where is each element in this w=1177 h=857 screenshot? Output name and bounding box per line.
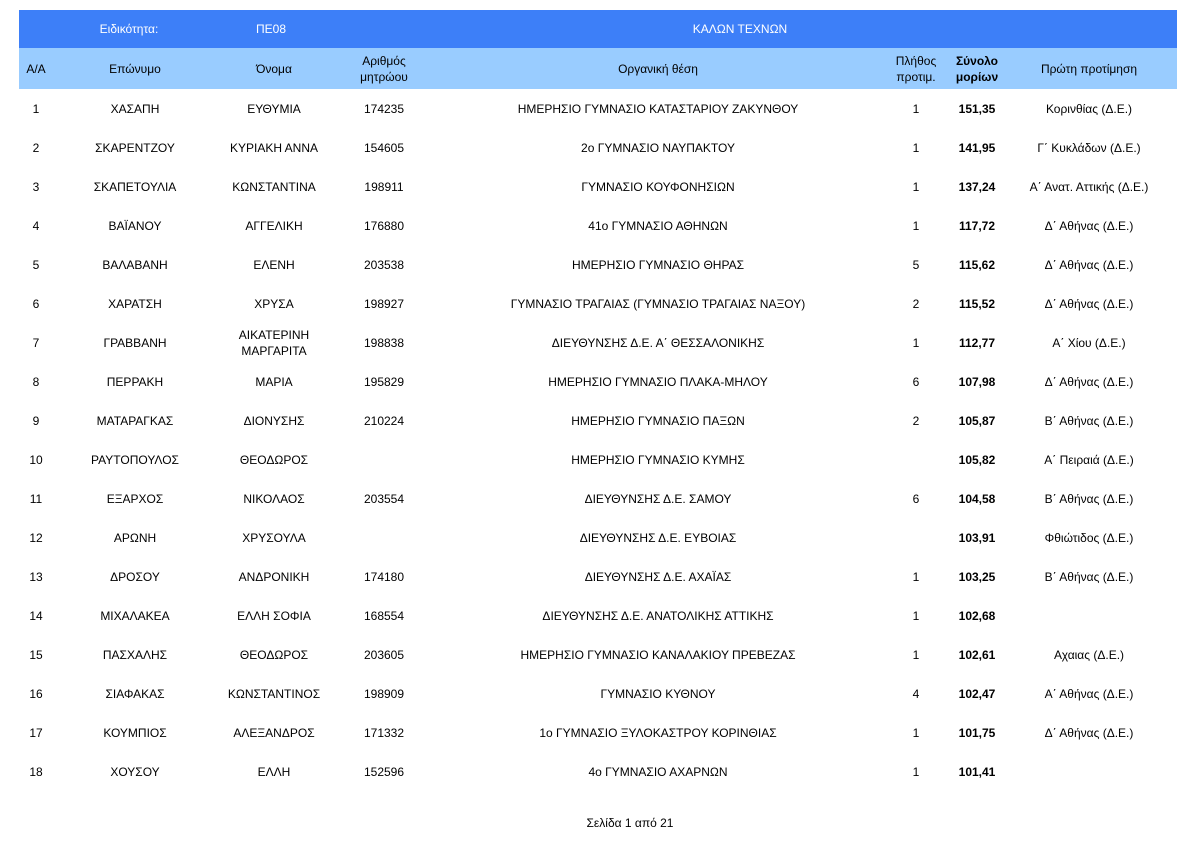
specialty-name: ΚΑΛΩΝ ΤΕΧΝΩΝ (692, 22, 788, 36)
row-preference: Δ΄ Αθήνας (Δ.Ε.) (1044, 725, 1134, 740)
row-position: ΗΜΕΡΗΣΙΟ ΓΥΜΝΑΣΙΟ ΘΗΡΑΣ (572, 257, 744, 272)
row-score: 117,72 (958, 218, 996, 233)
ranking-sheet (19, 10, 1177, 791)
row-aa: 8 (32, 374, 40, 389)
row-registry: 195829 (363, 374, 405, 389)
row-count: 4 (912, 686, 920, 701)
row-count (879, 440, 953, 479)
row-name: ΧΡΥΣΟΥΛΑ (242, 530, 306, 545)
row-registry: 203538 (363, 257, 405, 272)
row-score: 101,41 (958, 764, 996, 779)
row-position: 1ο ΓΥΜΝΑΣΙΟ ΞΥΛΟΚΑΣΤΡΟΥ ΚΟΡΙΝΘΙΑΣ (539, 725, 777, 740)
row-registry: 174235 (363, 101, 405, 116)
row-score: 151,35 (958, 101, 996, 116)
row-surname: ΧΑΡΑΤΣΗ (108, 296, 162, 311)
row-registry: 171332 (363, 725, 405, 740)
row-score: 105,87 (958, 413, 996, 428)
row-count: 1 (912, 218, 920, 233)
row-score: 102,68 (958, 608, 996, 623)
row-aa: 12 (29, 530, 43, 545)
row-position: ΔΙΕΥΘΥΝΣΗΣ Δ.Ε. Α΄ ΘΕΣΣΑΛΟΝΙΚΗΣ (551, 335, 765, 350)
row-position: ΓΥΜΝΑΣΙΟ ΚΟΥΦΟΝΗΣΙΩΝ (581, 179, 735, 194)
column-header-score: Σύνολο μορίων (955, 53, 999, 84)
row-preference: Κορινθίας (Δ.Ε.) (1045, 101, 1133, 116)
table-row (19, 479, 1177, 518)
row-count: 1 (912, 764, 920, 779)
row-registry: 203554 (363, 491, 405, 506)
row-registry: 198838 (363, 335, 405, 350)
row-name: ΑΙΚΑΤΕΡΙΝΗ ΜΑΡΓΑΡΙΤΑ (238, 327, 310, 358)
row-position: ΗΜΕΡΗΣΙΟ ΓΥΜΝΑΣΙΟ ΚΑΤΑΣΤΑΡΙΟΥ ΖΑΚΥΝΘΟΥ (517, 101, 799, 116)
row-surname: ΔΡΟΣΟΥ (110, 569, 160, 584)
row-count: 1 (912, 725, 920, 740)
row-name: ΘΕΟΔΩΡΟΣ (239, 647, 309, 662)
table-row (19, 167, 1177, 206)
row-surname: ΜΙΧΑΛΑΚΕΑ (100, 608, 170, 623)
row-preference: Γ΄ Κυκλάδων (Δ.Ε.) (1037, 140, 1141, 155)
table-row (19, 635, 1177, 674)
row-surname: ΕΞΑΡΧΟΣ (106, 491, 164, 506)
row-registry: 203605 (363, 647, 405, 662)
row-registry: 154605 (363, 140, 405, 155)
row-preference: Δ΄ Αθήνας (Δ.Ε.) (1044, 296, 1134, 311)
row-name: ΕΛΛΗ ΣΟΦΙΑ (237, 608, 311, 623)
row-surname: ΣΚΑΡΕΝΤΖΟΥ (95, 140, 175, 155)
row-position: ΗΜΕΡΗΣΙΟ ΓΥΜΝΑΣΙΟ ΠΛΑΚΑ-ΜΗΛΟΥ (548, 374, 768, 389)
row-preference: Β΄ Αθήνας (Δ.Ε.) (1044, 491, 1134, 506)
table-row (19, 245, 1177, 284)
row-name: ΜΑΡΙΑ (255, 374, 293, 389)
row-count: 1 (912, 647, 920, 662)
row-name: ΚΩΝΣΤΑΝΤΙΝΑ (232, 179, 316, 194)
row-registry: 176880 (363, 218, 405, 233)
row-surname: ΓΡΑΒΒΑΝΗ (103, 335, 167, 350)
row-position: 4ο ΓΥΜΝΑΣΙΟ ΑΧΑΡΝΩΝ (588, 764, 728, 779)
row-name: ΕΛΕΝΗ (253, 257, 295, 272)
row-registry: 168554 (363, 608, 405, 623)
row-surname: ΚΟΥΜΠΙΟΣ (103, 725, 167, 740)
row-preference: Α΄ Χίου (Δ.Ε.) (1052, 335, 1126, 350)
row-name: ΚΥΡΙΑΚΗ ΑΝΝΑ (229, 140, 319, 155)
column-header-position: Οργανική θέση (618, 61, 698, 76)
row-aa: 3 (32, 179, 40, 194)
row-name: ΔΙΟΝΥΣΗΣ (243, 413, 305, 428)
row-aa: 6 (32, 296, 40, 311)
row-registry: 198927 (363, 296, 405, 311)
row-aa: 14 (29, 608, 43, 623)
row-surname: ΡΑΥΤΟΠΟΥΛΟΣ (91, 452, 179, 467)
table-row (19, 674, 1177, 713)
row-position: 2ο ΓΥΜΝΑΣΙΟ ΝΑΥΠΑΚΤΟΥ (581, 140, 735, 155)
row-surname: ΧΟΥΣΟΥ (110, 764, 160, 779)
row-aa: 5 (32, 257, 40, 272)
row-score: 115,52 (958, 296, 996, 311)
row-name: ΚΩΝΣΤΑΝΤΙΝΟΣ (227, 686, 321, 701)
row-position: ΗΜΕΡΗΣΙΟ ΓΥΜΝΑΣΙΟ ΚΥΜΗΣ (571, 452, 745, 467)
row-count: 1 (912, 101, 920, 116)
row-registry: 152596 (363, 764, 405, 779)
row-position: ΗΜΕΡΗΣΙΟ ΓΥΜΝΑΣΙΟ ΠΑΞΩΝ (571, 413, 745, 428)
row-aa: 11 (29, 491, 43, 506)
row-preference: Δ΄ Αθήνας (Δ.Ε.) (1044, 218, 1134, 233)
row-aa: 9 (32, 413, 40, 428)
row-registry: 174180 (363, 569, 405, 584)
row-preference: Α΄ Ανατ. Αττικής (Δ.Ε.) (1029, 179, 1149, 194)
row-aa: 15 (29, 647, 43, 662)
row-count: 2 (912, 413, 920, 428)
row-score: 137,24 (958, 179, 996, 194)
row-registry: 198909 (363, 686, 405, 701)
row-preference: Β΄ Αθήνας (Δ.Ε.) (1044, 569, 1134, 584)
row-count: 1 (912, 140, 920, 155)
row-count (879, 518, 953, 557)
table-row (19, 596, 1177, 635)
row-score: 105,82 (958, 452, 996, 467)
row-count: 5 (912, 257, 920, 272)
specialty-code: ΠΕ08 (255, 22, 287, 36)
row-aa: 1 (32, 101, 40, 116)
table-row (19, 284, 1177, 323)
table-row (19, 518, 1177, 557)
row-registry (331, 518, 437, 557)
row-name: ΕΛΛΗ (257, 764, 291, 779)
row-preference: Δ΄ Αθήνας (Δ.Ε.) (1044, 374, 1134, 389)
specialty-bar (19, 10, 1177, 48)
row-surname: ΣΚΑΠΕΤΟΥΛΙΑ (93, 179, 177, 194)
row-position: ΓΥΜΝΑΣΙΟ ΤΡΑΓΑΙΑΣ (ΓΥΜΝΑΣΙΟ ΤΡΑΓΑΙΑΣ ΝΑΞΟΥ) (510, 296, 806, 311)
row-preference: Φθιώτιδος (Δ.Ε.) (1044, 530, 1134, 545)
row-name: ΑΛΕΞΑΝΔΡΟΣ (233, 725, 315, 740)
row-name: ΕΥΘΥΜΙΑ (247, 101, 301, 116)
row-score: 101,75 (958, 725, 996, 740)
row-position: 41ο ΓΥΜΝΑΣΙΟ ΑΘΗΝΩΝ (588, 218, 728, 233)
specialty-label: Ειδικότητα: (99, 22, 159, 36)
row-name: ΑΓΓΕΛΙΚΗ (245, 218, 303, 233)
row-score: 103,25 (958, 569, 996, 584)
row-position: ΓΥΜΝΑΣΙΟ ΚΥΘΝΟΥ (600, 686, 716, 701)
row-score: 112,77 (958, 335, 996, 350)
row-preference (1001, 596, 1177, 635)
row-aa: 16 (29, 686, 43, 701)
column-header-aa: Α/Α (26, 61, 46, 76)
column-header-surname: Επώνυμο (109, 61, 161, 76)
row-preference: Β΄ Αθήνας (Δ.Ε.) (1044, 413, 1134, 428)
row-count: 1 (912, 179, 920, 194)
table-row (19, 440, 1177, 479)
row-count: 1 (912, 608, 920, 623)
row-surname: ΒΑΪΑΝΟΥ (108, 218, 162, 233)
row-preference (1001, 752, 1177, 791)
row-count: 1 (912, 569, 920, 584)
row-name: ΑΝΔΡΟΝΙΚΗ (238, 569, 310, 584)
column-header-count: Πλήθος προτιμ. (895, 53, 937, 84)
row-position: ΔΙΕΥΘΥΝΣΗΣ Δ.Ε. ΑΧΑΪΑΣ (584, 569, 732, 584)
row-surname: ΠΕΡΡΑΚΗ (106, 374, 164, 389)
column-header-name: Όνομα (256, 61, 292, 76)
row-position: ΔΙΕΥΘΥΝΣΗΣ Δ.Ε. ΕΥΒΟΙΑΣ (579, 530, 737, 545)
row-name: ΧΡΥΣΑ (254, 296, 294, 311)
row-aa: 13 (29, 569, 43, 584)
row-score: 115,62 (958, 257, 996, 272)
row-score: 104,58 (958, 491, 996, 506)
row-score: 141,95 (958, 140, 996, 155)
table-row (19, 89, 1177, 128)
table-row (19, 752, 1177, 791)
row-surname: ΜΑΤΑΡΑΓΚΑΣ (96, 413, 174, 428)
row-registry: 210224 (363, 413, 405, 428)
row-count: 1 (912, 335, 920, 350)
row-preference: Δ΄ Αθήνας (Δ.Ε.) (1044, 257, 1134, 272)
row-preference: Α΄ Πειραιά (Δ.Ε.) (1044, 452, 1134, 467)
table-row (19, 323, 1177, 362)
row-surname: ΑΡΩΝΗ (113, 530, 157, 545)
row-name: ΝΙΚΟΛΑΟΣ (243, 491, 305, 506)
row-surname: ΠΑΣΧΑΛΗΣ (102, 647, 168, 662)
row-aa: 7 (32, 335, 40, 350)
column-header-row (19, 48, 1177, 89)
row-aa: 17 (29, 725, 43, 740)
row-name: ΘΕΟΔΩΡΟΣ (239, 452, 309, 467)
row-surname: ΧΑΣΑΠΗ (110, 101, 160, 116)
row-score: 102,47 (958, 686, 996, 701)
row-score: 102,61 (958, 647, 996, 662)
row-aa: 2 (32, 140, 40, 155)
column-header-registry: Αριθμός μητρώου (360, 53, 408, 84)
row-count: 6 (912, 491, 920, 506)
table-row (19, 362, 1177, 401)
row-aa: 18 (29, 764, 43, 779)
row-surname: ΣΙΑΦΑΚΑΣ (105, 686, 165, 701)
page-indicator: Σελίδα 1 από 21 (586, 816, 674, 830)
table-body (19, 89, 1177, 791)
table-row (19, 557, 1177, 596)
row-aa: 10 (29, 452, 43, 467)
row-count: 2 (912, 296, 920, 311)
row-preference: Αχαιας (Δ.Ε.) (1053, 647, 1125, 662)
row-position: ΗΜΕΡΗΣΙΟ ΓΥΜΝΑΣΙΟ ΚΑΝΑΛΑΚΙΟΥ ΠΡΕΒΕΖΑΣ (520, 647, 796, 662)
row-score: 107,98 (958, 374, 996, 389)
table-row (19, 401, 1177, 440)
row-surname: ΒΑΛΑΒΑΝΗ (102, 257, 168, 272)
row-score: 103,91 (958, 530, 996, 545)
row-aa: 4 (32, 218, 40, 233)
table-row (19, 206, 1177, 245)
row-position: ΔΙΕΥΘΥΝΣΗΣ Δ.Ε. ΑΝΑΤΟΛΙΚΗΣ ΑΤΤΙΚΗΣ (542, 608, 774, 623)
row-count: 6 (912, 374, 920, 389)
table-row (19, 713, 1177, 752)
column-header-preference: Πρώτη προτίμηση (1040, 61, 1138, 76)
row-position: ΔΙΕΥΘΥΝΣΗΣ Δ.Ε. ΣΑΜΟΥ (584, 491, 732, 506)
row-registry: 198911 (364, 179, 404, 194)
table-row (19, 128, 1177, 167)
row-preference: Α΄ Αθήνας (Δ.Ε.) (1044, 686, 1134, 701)
row-registry (331, 440, 437, 479)
